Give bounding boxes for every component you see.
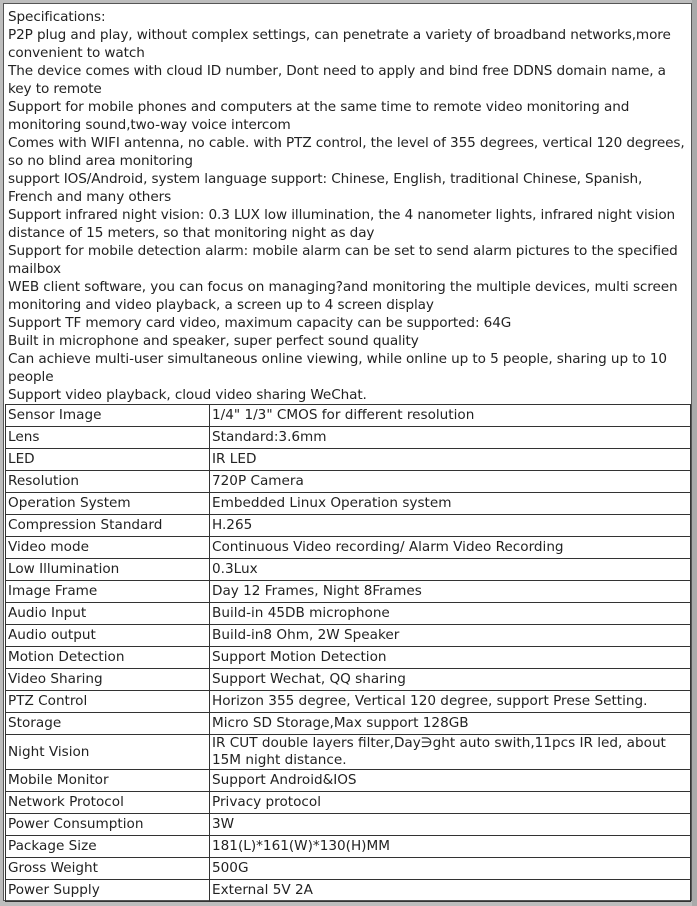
spec-value: Support Wechat, QQ sharing [210, 669, 691, 691]
spec-value: 1/4" 1/3" CMOS for different resolution [210, 405, 691, 427]
table-row [6, 449, 691, 471]
spec-value: Privacy protocol [210, 792, 691, 814]
spec-value: Build-in 45DB microphone [210, 603, 691, 625]
spec-label: Compression Standard [6, 515, 210, 537]
table-row [6, 691, 691, 713]
spec-value: Build-in8 Ohm, 2W Speaker [210, 625, 691, 647]
spec-item: support IOS/Android, system language support: Chinese, English, traditional Chinese, Spanish, French and many others [8, 171, 643, 205]
spec-value: 3W [210, 814, 691, 836]
spec-label: Video mode [6, 537, 210, 559]
spec-label: Power Supply [6, 880, 210, 902]
spec-value: External 5V 2A [210, 880, 691, 902]
spec-label: Operation System [6, 493, 210, 515]
spec-value: 720P Camera [210, 471, 691, 493]
spec-item: WEB client software, you can focus on managing?and monitoring the multiple devices, multi screen monitoring and video playback, a screen up to 4 screen display [8, 279, 678, 313]
spec-label: Mobile Monitor [6, 770, 210, 792]
spec-value: Day 12 Frames, Night 8Frames [210, 581, 691, 603]
spec-value: IR LED [210, 449, 691, 471]
specifications-block [5, 8, 691, 404]
table-row [6, 537, 691, 559]
spec-value: Micro SD Storage,Max support 128GB [210, 713, 691, 735]
spec-value: Horizon 355 degree, Vertical 120 degree, support Prese Setting. [210, 691, 691, 713]
spec-value: 181(L)*161(W)*130(H)MM [210, 836, 691, 858]
spec-label: Gross Weight [6, 858, 210, 880]
table-row [6, 792, 691, 814]
spec-value: Standard:3.6mm [210, 427, 691, 449]
spec-item: Built in microphone and speaker, super perfect sound quality [8, 333, 419, 349]
table-row [6, 669, 691, 691]
table-row [6, 735, 691, 770]
table-row [6, 836, 691, 858]
table-row [6, 427, 691, 449]
spec-item: Support TF memory card video, maximum capacity can be supported: 64G [8, 315, 512, 331]
spec-value: Embedded Linux Operation system [210, 493, 691, 515]
spec-item: Support infrared night vision: 0.3 LUX low illumination, the 4 nanometer lights, infrared night vision distance of 15 meters, so that monitoring night as day [8, 207, 676, 241]
table-row [6, 471, 691, 493]
spec-label: Package Size [6, 836, 210, 858]
spec-item: Support video playback, cloud video sharing WeChat. [8, 387, 367, 403]
table-row [6, 625, 691, 647]
spec-item: Support for mobile detection alarm: mobile alarm can be set to send alarm pictures to the specified mailbox [8, 243, 678, 277]
spec-value: Support Android&IOS [210, 770, 691, 792]
spec-label: Sensor Image [6, 405, 210, 427]
spec-value: H.265 [210, 515, 691, 537]
spec-label: Motion Detection [6, 647, 210, 669]
spec-label: Power Consumption [6, 814, 210, 836]
table-row [6, 603, 691, 625]
spec-value: 500G [210, 858, 691, 880]
spec-item: Comes with WIFI antenna, no cable. with PTZ control, the level of 355 degrees, vertical 120 degrees, so no blind area monitoring [8, 135, 685, 169]
table-row [6, 559, 691, 581]
spec-sheet [3, 3, 692, 901]
table-row [6, 880, 691, 902]
spec-item: P2P plug and play, without complex settings, can penetrate a variety of broadband networks,more convenient to watch [8, 27, 671, 61]
specifications-heading: Specifications: [8, 9, 106, 25]
page-edge [692, 0, 697, 906]
spec-items-list [8, 26, 691, 404]
table-row [6, 515, 691, 537]
table-row [6, 814, 691, 836]
spec-value: Continuous Video recording/ Alarm Video Recording [210, 537, 691, 559]
spec-label: LED [6, 449, 210, 471]
table-row [6, 581, 691, 603]
table-row [6, 713, 691, 735]
spec-label: Resolution [6, 471, 210, 493]
spec-label: Image Frame [6, 581, 210, 603]
spec-item: The device comes with cloud ID number, Dont need to apply and bind free DDNS domain name, a key to remote [8, 63, 666, 97]
table-row [6, 405, 691, 427]
spec-label: Lens [6, 427, 210, 449]
table-row [6, 770, 691, 792]
spec-item: Support for mobile phones and computers at the same time to remote video monitoring and monitoring sound,two-way voice intercom [8, 99, 630, 133]
spec-label: Low Illumination [6, 559, 210, 581]
spec-label: Audio Input [6, 603, 210, 625]
spec-label: Video Sharing [6, 669, 210, 691]
spec-table [5, 404, 691, 902]
table-row [6, 858, 691, 880]
spec-value: IR CUT double layers filter,Day∋ght auto swith,11pcs IR led, about 15M night distance. [210, 735, 691, 770]
spec-label: Network Protocol [6, 792, 210, 814]
table-row [6, 493, 691, 515]
spec-value: 0.3Lux [210, 559, 691, 581]
spec-label: Night Vision [6, 735, 210, 770]
spec-item: Can achieve multi-user simultaneous online viewing, while online up to 5 people, sharing up to 10 people [8, 351, 667, 385]
spec-label: Audio output [6, 625, 210, 647]
table-row [6, 647, 691, 669]
spec-value: Support Motion Detection [210, 647, 691, 669]
spec-label: Storage [6, 713, 210, 735]
spec-label: PTZ Control [6, 691, 210, 713]
